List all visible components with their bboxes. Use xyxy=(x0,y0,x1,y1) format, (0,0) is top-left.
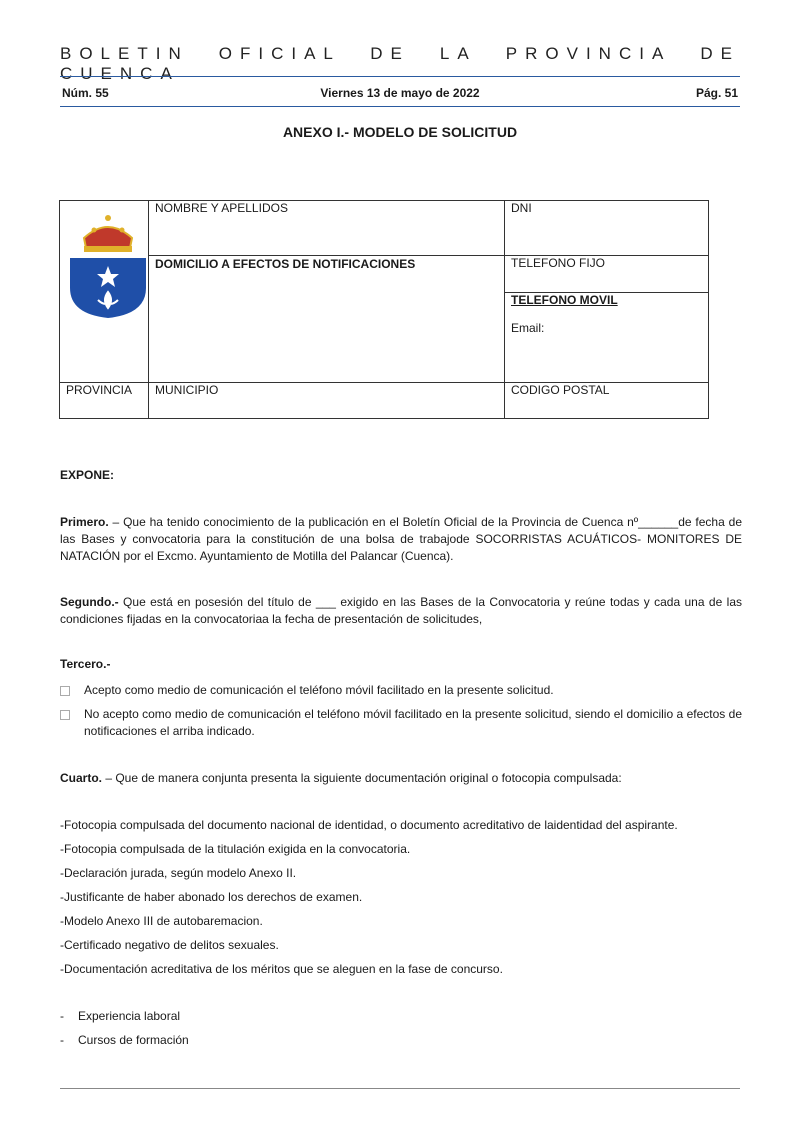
checkbox-decline[interactable] xyxy=(60,710,70,720)
page-number: Pág. 51 xyxy=(695,86,738,100)
postal-code-cell[interactable] xyxy=(505,383,709,419)
doc-item: -Modelo Anexo III de autobaremacion. xyxy=(60,914,263,928)
issue-date: Viernes 13 de mayo de 2022 xyxy=(320,86,480,100)
doc-item: -Fotocopia compulsada de la titulación exigida en la convocatoria. xyxy=(60,842,411,856)
municipality-label: MUNICIPIO xyxy=(155,383,219,397)
landline-field[interactable] xyxy=(505,256,708,293)
merit-item xyxy=(60,1033,189,1047)
doc-item: -Documentación acreditativa de los méritos que se aleguen en la fase de concurso. xyxy=(60,962,503,976)
tercero-option-decline[interactable] xyxy=(60,706,742,740)
segundo-paragraph xyxy=(60,594,742,628)
primero-text: – Que ha tenido conocimiento de la publicación en el Boletín Oficial de la Provincia de Cuenca nº______de fecha de las Bases y convocatoria para la constitución de una bolsa de trabajode SOCORRISTAS ACUÁTICOS- MONITORES DE NATACIÓN por el Excmo. Ayuntamiento de Motilla del Palancar (Cuenca). xyxy=(60,515,742,563)
name-cell[interactable] xyxy=(149,201,505,256)
landline-label: TELEFONO FIJO xyxy=(511,256,606,270)
header-rule-bottom xyxy=(60,106,740,107)
doc-item: -Justificante de haber abonado los derechos de examen. xyxy=(60,890,363,904)
checkbox-accept[interactable] xyxy=(60,686,70,696)
masthead: BOLETIN OFICIAL DE LA PROVINCIA DE CUENCA xyxy=(60,44,740,83)
province-cell[interactable] xyxy=(60,383,149,419)
municipality-cell[interactable] xyxy=(149,383,505,419)
option-decline-text: No acepto como medio de comunicación el teléfono móvil facilitado en la presente solicitud, siendo el domicilio a efectos de notificaciones el arriba indicado. xyxy=(84,707,742,738)
phone-cell xyxy=(505,256,709,383)
province-label: PROVINCIA xyxy=(66,383,133,397)
option-accept-text: Acepto como medio de comunicación el teléfono móvil facilitado en la presente solicitud. xyxy=(84,683,554,697)
tercero-option-accept[interactable] xyxy=(60,682,742,699)
mobile-label: TELEFONO MOVIL xyxy=(511,293,618,307)
header-rule-top xyxy=(60,76,740,77)
cuarto-paragraph xyxy=(60,770,742,787)
expone-heading: EXPONE: xyxy=(60,468,115,482)
segundo-label: Segundo.- xyxy=(60,595,119,609)
merit-text: Cursos de formación xyxy=(78,1033,189,1047)
doc-item: -Certificado negativo de delitos sexuales. xyxy=(60,938,279,952)
primero-label: Primero. xyxy=(60,515,109,529)
doc-item: -Fotocopia compulsada del documento nacional de identidad, o documento acreditativo de laidentidad del aspirante. xyxy=(60,818,678,832)
merit-dash: - xyxy=(60,1009,64,1023)
coat-of-arms-icon xyxy=(66,208,150,320)
applicant-form xyxy=(59,200,709,419)
cuarto-text: – Que de manera conjunta presenta la siguiente documentación original o fotocopia compulsada: xyxy=(102,771,622,785)
merit-item xyxy=(60,1009,180,1023)
footer-rule xyxy=(60,1088,740,1089)
merit-text: Experiencia laboral xyxy=(78,1009,181,1023)
postal-code-label: CODIGO POSTAL xyxy=(511,383,610,397)
address-cell[interactable] xyxy=(149,256,505,383)
address-label: DOMICILIO A EFECTOS DE NOTIFICACIONES xyxy=(155,257,416,271)
name-label: NOMBRE Y APELLIDOS xyxy=(155,201,288,215)
segundo-text: Que está en posesión del título de ___ exigido en las Bases de la Convocatoria y reúne todas y cada una de las condiciones fijadas en la convocatoriaa la fecha de presentación de solicitudes, xyxy=(60,595,742,626)
doc-item: -Declaración jurada, según modelo Anexo II. xyxy=(60,866,297,880)
primero-paragraph xyxy=(60,514,742,565)
tercero-heading: Tercero.- xyxy=(60,657,111,671)
dni-label: DNI xyxy=(511,201,532,215)
issue-number: Núm. 55 xyxy=(62,86,109,100)
dni-cell[interactable] xyxy=(505,201,709,256)
email-label: Email: xyxy=(511,321,545,335)
merit-dash: - xyxy=(60,1033,64,1047)
cuarto-label: Cuarto. xyxy=(60,771,102,785)
mobile-field[interactable] xyxy=(505,293,708,335)
page-title: ANEXO I.- MODELO DE SOLICITUD xyxy=(282,124,518,140)
